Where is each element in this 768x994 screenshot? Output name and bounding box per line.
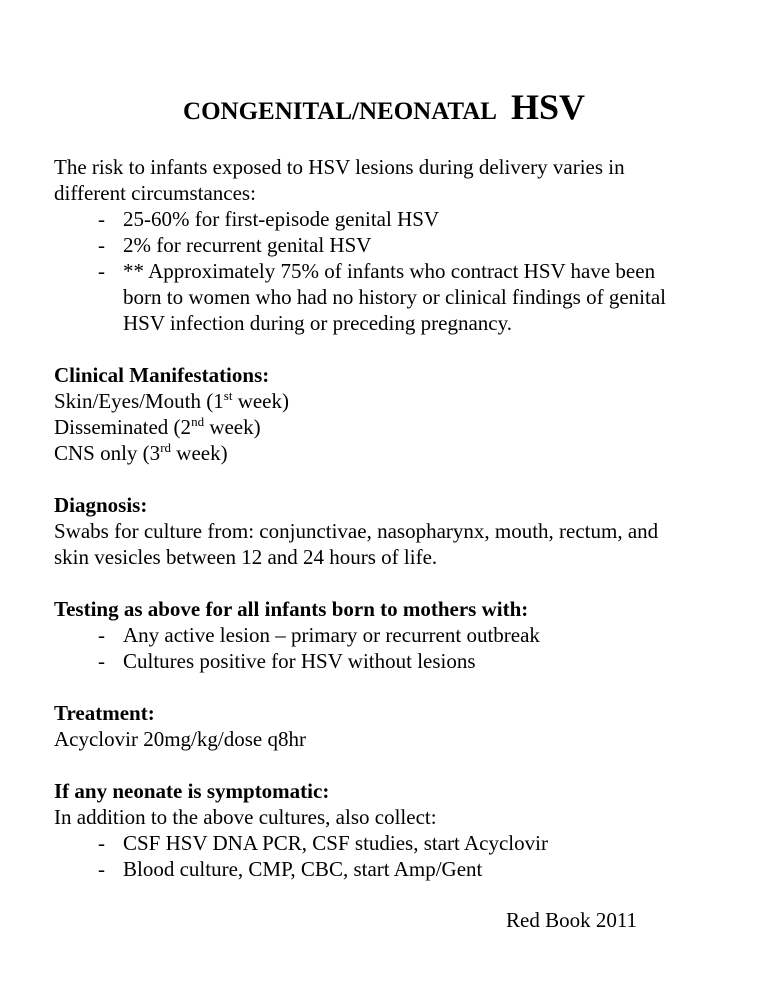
- title-part-1: CONGENITAL/NEONATAL: [183, 98, 497, 125]
- page-title: [0, 86, 768, 128]
- intro-bullet-3-line-2: born to women who had no history or clinical findings of genital: [123, 285, 666, 309]
- intro-line-1: The risk to infants exposed to HSV lesions during delivery varies in: [54, 155, 625, 179]
- clinical-item-text: week): [204, 415, 261, 439]
- title-part-2: HSV: [510, 87, 585, 127]
- clinical-heading: Clinical Manifestations:: [54, 363, 270, 387]
- intro-bullet-3-line-1: ** Approximately 75% of infants who contract HSV have been: [123, 259, 656, 283]
- clinical-item-cns: [54, 440, 228, 466]
- clinical-item-text: Skin/Eyes/Mouth (1: [54, 389, 224, 413]
- bullet-marker: -: [98, 831, 105, 855]
- bullet-marker: -: [98, 649, 105, 673]
- symptomatic-bullet-2: Blood culture, CMP, CBC, start Amp/Gent: [123, 857, 483, 881]
- bullet-marker: -: [98, 857, 105, 881]
- bullet-marker: -: [98, 207, 105, 231]
- ordinal-suffix: st: [223, 388, 233, 403]
- ordinal-suffix: nd: [191, 414, 205, 429]
- diagnosis-line-2: skin vesicles between 12 and 24 hours of life.: [54, 545, 438, 569]
- clinical-item-disseminated: [54, 414, 261, 440]
- clinical-item-skin: [54, 388, 289, 414]
- bullet-marker: -: [98, 233, 105, 257]
- intro-bullet-2: 2% for recurrent genital HSV: [123, 233, 372, 257]
- symptomatic-line-1: In addition to the above cultures, also collect:: [54, 805, 437, 829]
- intro-line-2: different circumstances:: [54, 181, 256, 205]
- ordinal-suffix: rd: [160, 440, 172, 455]
- treatment-line-1: Acyclovir 20mg/kg/dose q8hr: [54, 727, 306, 751]
- testing-heading: Testing as above for all infants born to mothers with:: [54, 597, 529, 621]
- treatment-heading: Treatment:: [54, 701, 155, 725]
- clinical-item-text: CNS only (3: [54, 441, 161, 465]
- bullet-marker: -: [98, 623, 105, 647]
- intro-bullet-3-line-3: HSV infection during or preceding pregnancy.: [123, 311, 512, 335]
- diagnosis-line-1: Swabs for culture from: conjunctivae, nasopharynx, mouth, rectum, and: [54, 519, 659, 543]
- clinical-item-text: Disseminated (2: [54, 415, 192, 439]
- bullet-marker: -: [98, 259, 105, 283]
- diagnosis-heading: Diagnosis:: [54, 493, 148, 517]
- intro-bullet-1: 25-60% for first-episode genital HSV: [123, 207, 440, 231]
- clinical-item-text: week): [171, 441, 228, 465]
- testing-bullet-2: Cultures positive for HSV without lesions: [123, 649, 476, 673]
- testing-bullet-1: Any active lesion – primary or recurrent outbreak: [123, 623, 540, 647]
- symptomatic-heading: If any neonate is symptomatic:: [54, 779, 330, 803]
- symptomatic-bullet-1: CSF HSV DNA PCR, CSF studies, start Acyclovir: [123, 831, 548, 855]
- clinical-item-text: week): [232, 389, 289, 413]
- source-citation: Red Book 2011: [506, 908, 638, 932]
